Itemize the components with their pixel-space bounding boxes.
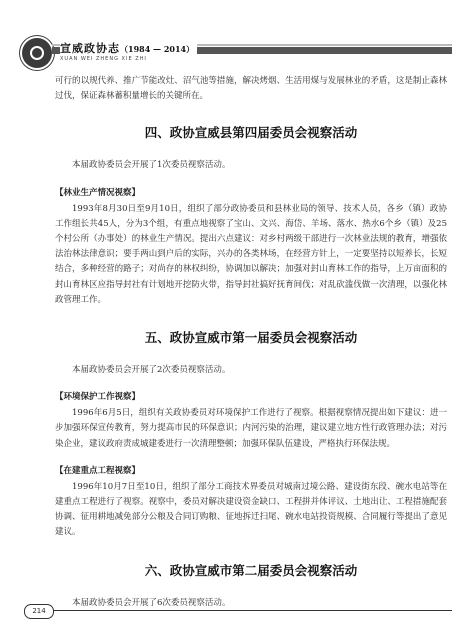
section-heading-4: 四、政协宣威县第四届委员会视察活动 — [144, 125, 358, 141]
section-heading-5: 五、政协宣威市第一届委员会视察活动 — [144, 330, 358, 346]
paragraph: 本届政协委员会开展了6次委员视察活动。 — [72, 597, 231, 608]
paragraph: 本届政协委员会开展了1次委员视察活动。 — [72, 160, 231, 171]
paragraph: 本届政协委员会开展了2次委员视察活动。 — [72, 365, 231, 376]
section-heading-6: 六、政协宣威市第二届委员会视察活动 — [144, 562, 358, 578]
page-body — [55, 74, 447, 611]
subheading-forestry: 【林业生产情况视察】 — [55, 187, 141, 198]
paragraph: 1993年8月30日至9月10日，组织了部分政协委员和县林业局的领导、技术人员，各乡（镇）政协工作组长共45人，分为3个组，有重点地视察了宝山、文兴、海岱、羊场、落水、热水6个乡（镇）及25个村公所（办事处）的林业生产情况。提出六点建议：对乡村两级干部进行一次林业法规的教育，增强依法治林法律意识；要手两山到户后的实际，兴办的各类林场，在经营方针上，一定要坚持以短养长，长短结合，多种经营的路子；对尚存的林权纠纷，协调加以解决；加强对封山育林工作的指导，上万亩面积的封山育林区应指导封社有计划地开挖防火带，指导封社搞好抚育间伐；对乱砍滥伐做一次清理，以强化林政管理工作。 — [55, 203, 447, 305]
book-years: （1984 — 2014） — [120, 44, 195, 54]
subheading-environment: 【环境保护工作视察】 — [55, 392, 141, 403]
paragraph: 可行的以规代养、推广节能改灶、沼气池等措施，解决烤烟、生活用煤与发展林业的矛盾，这是制止森林过伐，保证森林蓄积量增长的关键所在。 — [55, 76, 447, 102]
paragraph: 1996年6月5日，组织有关政协委员对环境保护工作进行了视察。根据视察情况提出如下建议：进一步加强环保宣传教育，努力提高市民的环保意识；内河污染的治理，建议建立地方性行政管理办法；对污染企业，建议政府责成城建委进行一次清理整顿；加强环保队伍建设，严格执行环保法规。 — [55, 408, 447, 449]
subheading-projects: 【在建重点工程视察】 — [55, 465, 141, 476]
book-title: 宣威政协志（1984 — 2014） — [60, 40, 197, 56]
book-title-pinyin: XUAN WEI ZHENG XIE ZHI — [60, 56, 147, 62]
paragraph: 1996年10月7日至10日，组织了部分工商技术界委员对城南过境公路、建设街东段、碗水电站等在建重点工程进行了视察。视察中，委员对解决建设资金缺口、工程拼并体评议、土地出让、工程措施配套协调、征用耕地减免部分公粮及合同订购粮、征地拆迁扫尾、碗水电站投资规模、合同履行等提出了意见建议。 — [55, 481, 447, 538]
page-number: 214 — [24, 604, 54, 619]
page-header — [0, 0, 475, 60]
page-footer — [24, 604, 454, 622]
emblem-seal-icon — [22, 38, 52, 68]
footer-rule — [52, 610, 452, 611]
